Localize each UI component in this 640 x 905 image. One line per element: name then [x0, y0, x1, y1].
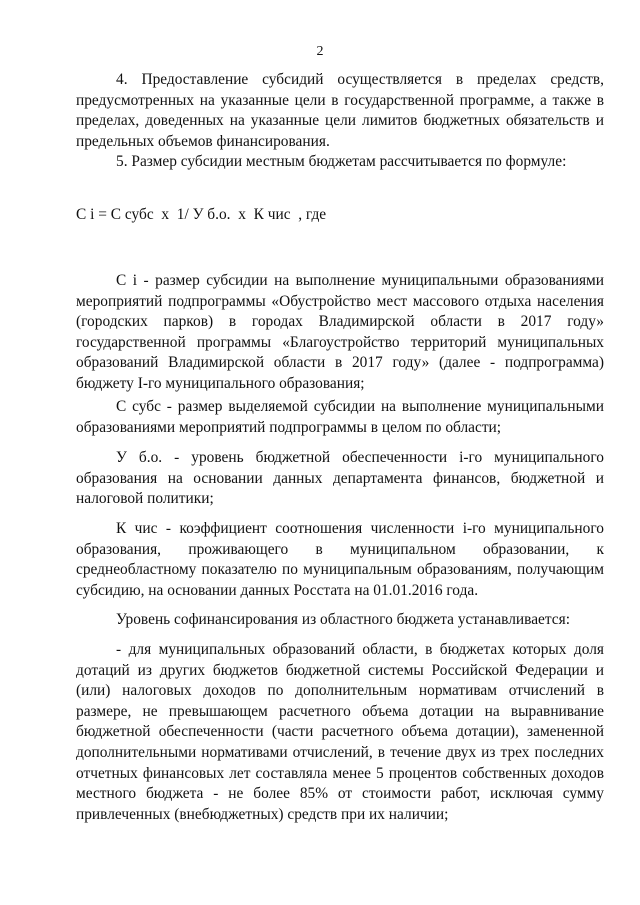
definition-ci: С i - размер субсидии на выполнение муниципальными образованиями мероприятий подпрограммы «Обустройство мест массового отдыха населения (городских парков) в городах Владимирской области в 2017 году» государственной программы «Благоустройство территорий муниципальных образований Владимирской области в 2017 году» (далее - подпрограмма) бюджету I-го муниципального образования; — [76, 272, 604, 392]
definition-kchis: К чис - коэффициент соотношения численности i-го муниципального образования, проживающего в муниципальном образовании, к среднеобластному показателю по муниципальным образованиям, получающим субсидию, на основании данных Росстата на 01.01.2016 года. — [76, 520, 604, 599]
cofinancing-item-1: - для муниципальных образований области, в бюджетах которых доля дотаций из других бюджетов бюджетной системы Российской Федерации и (или) налоговых доходов по дополнительным нормативам отчислений в размере, не превышающем расчетного объема дотации на выравнивание бюджетной обеспеченности (части расчетного объема дотации), замененной дополнительными нормативами отчислений, в течение двух из трех последних отчетных финансовых лет составляла менее 5 процентов собственных доходов местного бюджета - не более 85% от стоимости работ, исключая сумму привлеченных (внебюджетных) средств при их наличии; — [76, 641, 604, 823]
definition-csubs: С субс - размер выделяемой субсидии на выполнение муниципальными образованиями мероприятий подпрограммы в целом по области; — [76, 398, 604, 436]
paragraph-5: 5. Размер субсидии местным бюджетам рассчитывается по формуле: — [116, 153, 567, 170]
page-number: 2 — [316, 44, 324, 59]
paragraph-4: 4. Предоставление субсидий осуществляется в пределах средств, предусмотренных на указанные цели в государственной программе, а также в пределах, доведенных на указанные цели лимитов бюджетных обязательств и предельных объемов финансирования. — [76, 71, 604, 150]
cofinancing-intro: Уровень софинансирования из областного бюджета устанавливается: — [116, 611, 570, 628]
definition-ubo: У б.о. - уровень бюджетной обеспеченности i-го муниципального образования на основании данных департамента финансов, бюджетной и налоговой политики; — [76, 449, 604, 508]
subsidy-formula: С i = С субс х 1/ У б.о. х К чис , где — [76, 206, 327, 223]
